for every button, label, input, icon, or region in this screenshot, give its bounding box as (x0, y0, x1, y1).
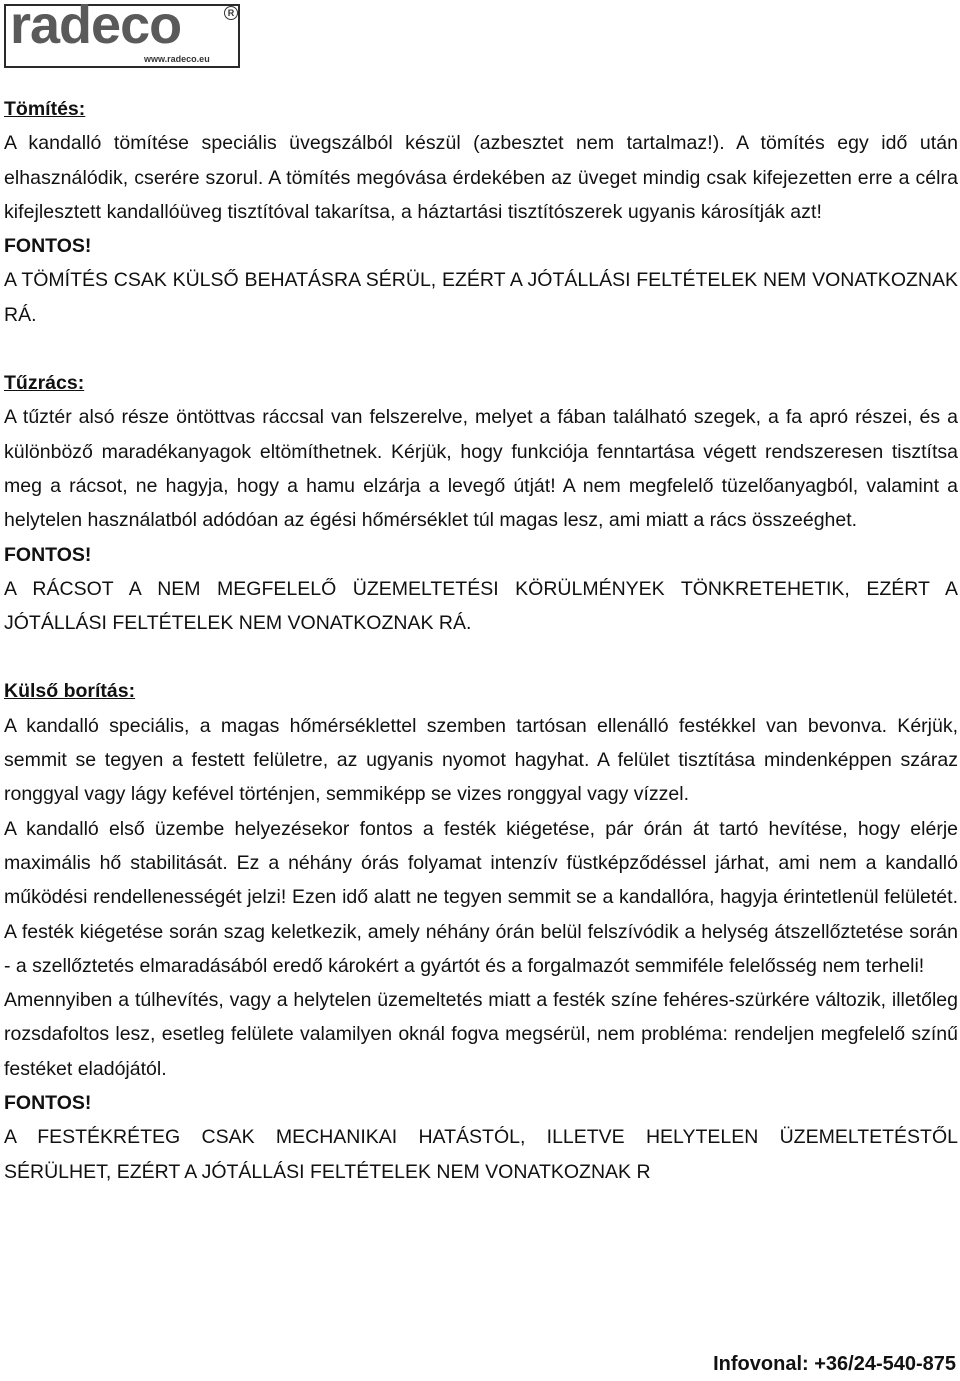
brand-logo (4, 0, 240, 66)
important-label: FONTOS! (4, 1092, 92, 1115)
logo-text-eco: eco (91, 0, 182, 55)
logo-url: www.radeco.eu (144, 54, 210, 64)
section-paragraph: A kandalló első üzembe helyezésekor fontos a festék kiégetése, pár órán át tartó hevítése, hogy elérje maximális hő stabilitását. Ez a néhány órás folyamat intenzív füstképződéssel járhat, ami nem a kandalló működési rendellenességét jelzi! Ezen idő alatt ne tegyen semmit se a kandallóra, hagyja érintetlenül felületét. A festék kiégetése során szag keletkezik, amely néhány órán belül felszívódik a helység átszellőztetése során - a szellőztetés elmaradásából eredő károkért a gyártót és a forgalmazót semmiféle felelősség nem terheli! (4, 817, 958, 977)
important-label: FONTOS! (4, 235, 92, 258)
registered-mark-icon: R (224, 6, 238, 20)
infoline-phone: Infovonal: +36/24-540-875 (713, 1353, 956, 1375)
section-grate (4, 366, 958, 640)
logo-wordmark (10, 0, 182, 55)
section-exterior-coating (4, 674, 958, 1188)
important-notice: A TÖMÍTÉS CSAK KÜLSŐ BEHATÁSRA SÉRÜL, EZÉRT A JÓTÁLLÁSI FELTÉTELEK NEM VONATKOZNAK RÁ. (4, 269, 958, 326)
document-body (4, 92, 958, 1189)
logo-text-rad: rad (10, 0, 92, 55)
section-paragraph: A kandalló tömítése speciális üvegszálból készül (azbesztet nem tartalmaz!). A tömítés egy idő után elhasználódik, cserére szorul. A tömítés megóvása érdekében az üveget mindig csak kifejezetten erre a célra kifejlesztett kandallóüveg tisztítóval takarítsa, a háztartási tisztítószerek ugyanis károsítják azt! (4, 132, 958, 223)
important-notice: A FESTÉKRÉTEG CSAK MECHANIKAI HATÁSTÓL, ILLETVE HELYTELEN ÜZEMELTETÉSTŐL SÉRÜLHET, EZÉRT A JÓTÁLLÁSI FELTÉTELEK NEM VONATKOZNAK R (4, 1126, 958, 1183)
section-heading: Tűzrács: (4, 372, 85, 395)
section-paragraph: A tűztér alsó része öntöttvas ráccsal van felszerelve, melyet a fában található szegek, a fa apró részei, és a különböző maradékanyagok eltömíthetnek. Kérjük, hogy funkciója fenntartása végett rendszeresen tisztítsa meg a rácsot, ne hagyja, hogy a hamu elzárja a levegő útját! A nem megfelelő tüzelőanyagból, valamint a helytelen használatból adódóan az égési hőmérséklet túl magas lesz, ami miatt a rács összeéghet. (4, 406, 958, 532)
important-label: FONTOS! (4, 543, 92, 566)
section-heading: Tömítés: (4, 98, 86, 120)
section-paragraph: A kandalló speciális, a magas hőmérséklettel szemben tartósan ellenálló festékkel van bevonva. Kérjük, semmit se tegyen a festett felületre, az ugyanis nyomot hagyhat. A felület tisztítása mindenképpen száraz ronggyal vagy lágy kefével történjen, semmiképp se vizes ronggyal vagy vízzel. (4, 714, 958, 806)
section-heading: Külső borítás: (4, 680, 136, 703)
section-seal (4, 92, 958, 332)
section-paragraph: Amennyiben a túlhevítés, vagy a helytelen üzemeltetés miatt a festék színe fehéres-szürkére változik, illetőleg rozsdafoltos lesz, esetleg felülete valamilyen oknál fogva megsérül, nem probléma: rendeljen megfelelő színű festéket eladójától. (4, 989, 958, 1080)
important-notice: A RÁCSOT A NEM MEGFELELŐ ÜZEMELTETÉSI KÖRÜLMÉNYEK TÖNKRETEHETIK, EZÉRT A JÓTÁLLÁSI FELTÉTELEK NEM VONATKOZNAK RÁ. (4, 577, 958, 635)
